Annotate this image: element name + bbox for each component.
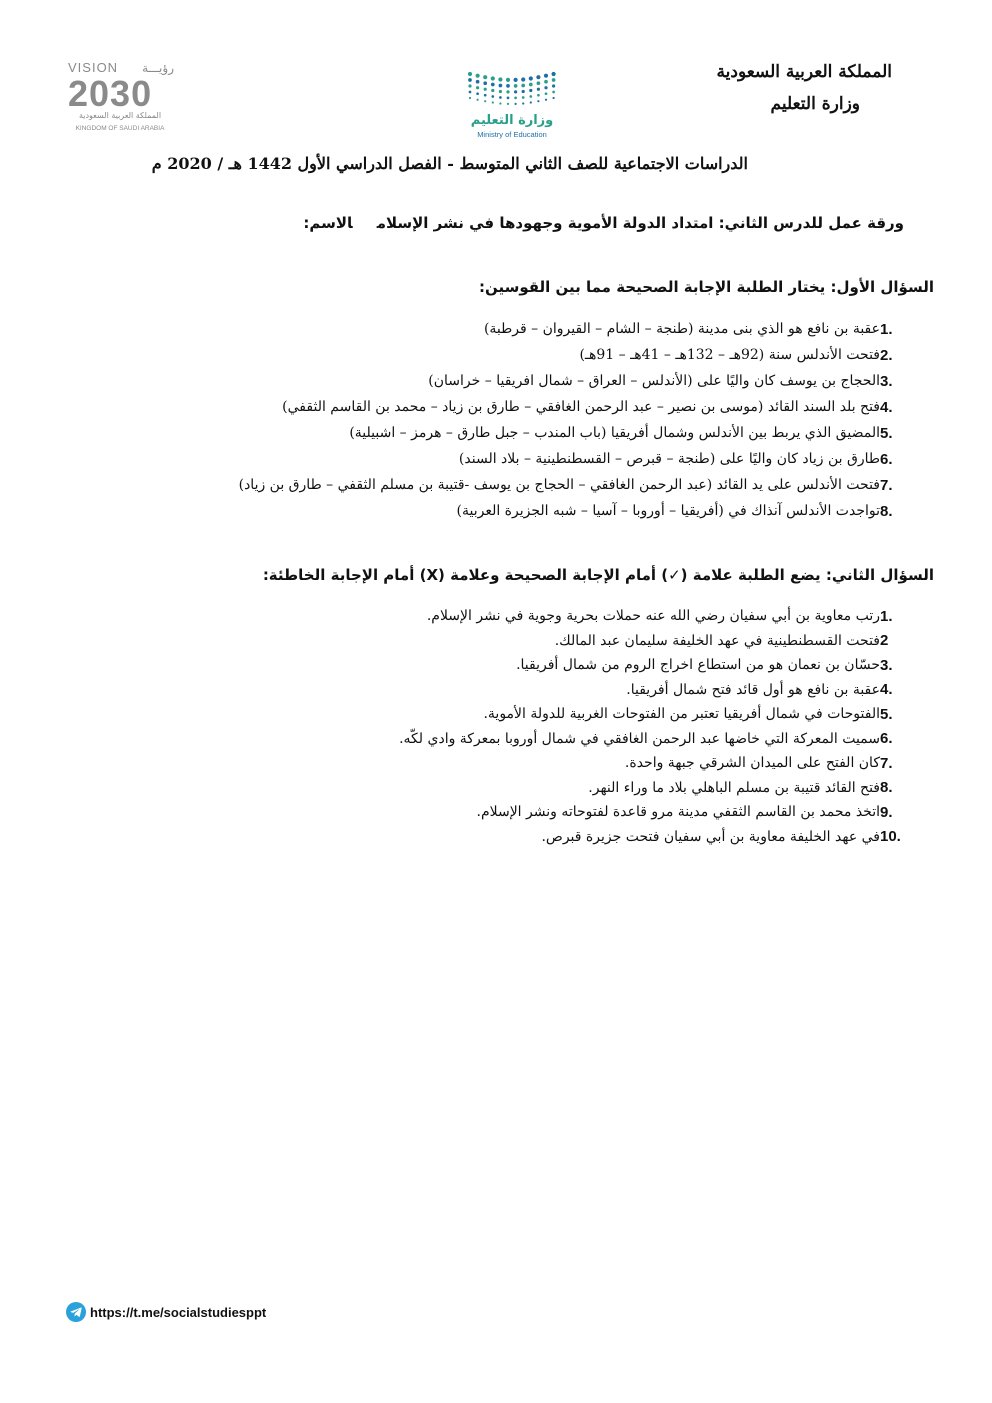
moe-logo-dot xyxy=(521,77,525,81)
question-2-item xyxy=(399,629,926,654)
item-number: 3. xyxy=(880,372,893,390)
moe-logo-dot xyxy=(507,97,510,100)
item-text: تواجدت الأندلس آنذاك في (أفريقيا – أوروبا – آسيا – شبه الجزيرة العربية) xyxy=(456,503,880,519)
item-number: 3. xyxy=(880,656,893,674)
moe-logo-dot xyxy=(522,102,524,104)
item-number: 7. xyxy=(880,476,893,494)
moe-logo-dot xyxy=(515,103,517,105)
item-text: رتب معاوية بن أبي سفيان رضي الله عنه حملات بحرية وجوية في نشر الإسلام. xyxy=(426,608,880,625)
kingdom-name: المملكة العربية السعودية xyxy=(716,62,892,82)
moe-logo-dot xyxy=(492,101,494,103)
moe-logo-dot xyxy=(469,97,471,99)
item-text: في عهد الخليفة معاوية بن أبي سفيان فتحت جزيرة قبرص. xyxy=(541,828,880,845)
moe-logo-dot xyxy=(521,84,525,88)
vision-kingdom-english: KINGDOM OF SAUDI ARABIA xyxy=(75,125,165,132)
vision-year: 2030 xyxy=(68,73,153,114)
moe-logo-dot xyxy=(468,78,472,82)
moe-logo-dot xyxy=(514,90,517,93)
item-number: 6. xyxy=(880,730,893,748)
moe-logo-dot xyxy=(468,84,471,87)
item-text: فتح بلد السند القائد (موسى بن نصير – عبد الرحمن الغافقي – طارق بن زياد – محمد بن القاسم الثقفي) xyxy=(282,399,880,415)
question-2-item xyxy=(399,800,926,825)
question-1-item xyxy=(239,342,926,368)
question-1-item xyxy=(239,368,926,394)
moe-logo-dot xyxy=(506,78,510,82)
moe-logo-dot xyxy=(529,95,532,98)
item-number: 2. xyxy=(880,346,893,364)
moe-logo-dot xyxy=(484,94,487,97)
question-1-item xyxy=(239,498,926,524)
question-2-title: السؤال الثاني: يضع الطلبة علامة (✓) أمام الإجابة الصحيحة وعلامة (X) أمام الإجابة الخاطئة: xyxy=(262,566,934,584)
item-number: 8. xyxy=(880,779,893,797)
worksheet-heading xyxy=(303,214,904,232)
item-number: 6. xyxy=(880,450,893,468)
item-number: 7. xyxy=(880,754,893,772)
moe-logo-dot xyxy=(514,84,518,88)
page-title: الدراسات الاجتماعية للصف الثاني المتوسط - الفصل الدراسي الأول 1442 هـ / 2020 م xyxy=(151,154,748,173)
question-1-item xyxy=(239,316,926,342)
item-text: فتح القائد قتيبة بن مسلم الباهلي بلاد ما وراء النهر. xyxy=(588,779,880,796)
moe-logo-dot xyxy=(491,95,494,98)
item-text: الحجاج بن يوسف كان واليًا على (الأندلس – العراق – شمال افريقيا – خراسان) xyxy=(428,373,880,389)
question-2-item xyxy=(399,776,926,801)
moe-logo-dot xyxy=(491,89,494,92)
ministry-of-education-logo xyxy=(460,68,564,142)
moe-logo-dot xyxy=(544,74,548,78)
moe-logo-dot xyxy=(499,84,503,88)
moe-logo-dot xyxy=(514,97,517,100)
item-text: المضيق الذي يربط بين الأندلس وشمال أفريقيا (باب المندب – جبل طارق – هرمز – اشبيلية) xyxy=(349,425,880,441)
moe-logo-dot xyxy=(537,88,540,91)
moe-logo-dot xyxy=(537,81,541,85)
moe-logo-dot xyxy=(469,91,472,94)
vision-word: VISION xyxy=(68,60,119,75)
moe-logo-dot xyxy=(552,91,555,94)
question-2-item xyxy=(399,678,926,703)
moe-logo-dot xyxy=(529,76,533,80)
question-1-item xyxy=(239,472,926,498)
moe-logo-dot xyxy=(476,80,480,84)
item-text: فتحت الأندلس على يد القائد (عبد الرحمن الغافقي – الحجاج بن يوسف -قتيبة بن مسلم الثقفي – طارق بن زياد) xyxy=(238,477,880,493)
moe-logo-dot xyxy=(499,96,502,99)
vision-2030-logo xyxy=(66,58,178,136)
question-1-item xyxy=(239,446,926,472)
question-2-item xyxy=(399,727,926,752)
moe-logo-dot xyxy=(544,86,547,89)
item-text: اتخذ محمد بن القاسم الثقفي مدينة مرو قاعدة لفتوحاته ونشر الإسلام. xyxy=(476,804,880,821)
item-number: 1. xyxy=(880,607,893,625)
moe-logo-dot xyxy=(498,77,502,81)
item-number: 10. xyxy=(880,828,901,846)
moe-logo-dot xyxy=(506,90,509,93)
moe-logo-dot xyxy=(545,99,547,101)
item-number: 4. xyxy=(880,681,893,699)
moe-logo-dot xyxy=(552,78,556,82)
item-text: طارق بن زياد كان واليًا على (طنجة – قبرص – القسطنطينية – بلاد السند) xyxy=(458,451,880,467)
question-1-item xyxy=(239,394,926,420)
moe-logo-dot xyxy=(476,74,480,78)
moe-logo-dot xyxy=(491,76,495,80)
question-1-item xyxy=(239,420,926,446)
question-2-item xyxy=(399,604,926,629)
footer-link-text[interactable]: https://t.me/socialstudiesppt xyxy=(90,1304,267,1320)
item-text: عقبة بن نافع هو أول قائد فتح شمال أفريقيا. xyxy=(626,681,880,698)
question-1-title: السؤال الأول: يختار الطلبة الإجابة الصحيحة مما بين القوسين: xyxy=(478,278,934,296)
moe-logo-dot xyxy=(477,99,479,101)
moe-logo-dot xyxy=(506,84,510,88)
telegram-icon xyxy=(66,1302,86,1322)
moe-logo-dot xyxy=(536,75,540,79)
moe-logo-dot xyxy=(514,78,518,82)
ministry-name: وزارة التعليم xyxy=(770,94,860,114)
moe-logo-dot xyxy=(537,100,539,102)
moe-logo-dot xyxy=(552,84,555,87)
item-text: فتحت القسطنطينية في عهد الخليفة سليمان عبد المالك. xyxy=(554,632,880,649)
moe-logo-dot xyxy=(553,97,555,99)
moe-logo-dot xyxy=(483,81,487,85)
moe-logo-dot xyxy=(484,100,486,102)
vision-kingdom-arabic: المملكة العربية السعودية xyxy=(78,111,162,120)
question-2-item xyxy=(399,825,926,850)
moe-logo-dot xyxy=(530,101,532,103)
moe-logo-dot xyxy=(507,103,509,105)
question-2-item xyxy=(399,751,926,776)
moe-logo-dot xyxy=(484,88,487,91)
item-text: حسّان بن نعمان هو من استطاع اخراج الروم من شمال أفريقيا. xyxy=(516,657,880,674)
item-text: عقبة بن نافع هو الذي بنى مدينة (طنجة – الشام – القيروان – قرطبة) xyxy=(483,321,880,337)
moe-logo-dot xyxy=(545,92,548,95)
item-number: 9. xyxy=(880,803,893,821)
question-2-item xyxy=(399,653,926,678)
item-number: 2 xyxy=(880,632,889,650)
item-text: فتحت الأندلس سنة (92هـ – 132هـ – 41هـ – 91هـ) xyxy=(579,347,880,363)
moe-logo-dot xyxy=(499,90,502,93)
moe-logo-dot xyxy=(499,102,501,104)
vision-arabic: رؤيـــة xyxy=(142,61,174,75)
item-number: 4. xyxy=(880,398,893,416)
item-text: الفتوحات في شمال أفريقيا تعتبر من الفتوحات الغربية للدولة الأموية. xyxy=(483,706,880,723)
item-number: 1. xyxy=(880,320,893,338)
moe-logo-dot xyxy=(476,92,479,95)
moe-logo-dot xyxy=(476,86,479,89)
question-1-list xyxy=(239,316,926,524)
moe-logo-english: Ministry of Education xyxy=(477,130,547,139)
moe-logo-dot xyxy=(529,83,533,87)
moe-logo-arabic: وزارة التعليم xyxy=(470,113,554,128)
item-text: كان الفتح على الميدان الشرقي جبهة واحدة. xyxy=(624,755,880,772)
name-label: الاسم: xyxy=(303,214,353,232)
moe-logo-dot xyxy=(522,96,525,99)
moe-logo-dot xyxy=(491,83,495,87)
moe-logo-dot xyxy=(537,94,540,97)
item-number: 8. xyxy=(880,502,893,520)
moe-logo-dot xyxy=(529,89,532,92)
item-text: سميت المعركة التي خاضها عبد الرحمن الغافقي في شمال أوروبا بمعركة وادي لكّه. xyxy=(399,730,880,747)
moe-logo-dot xyxy=(522,90,525,93)
worksheet-title: ورقة عمل للدرس الثاني: امتداد الدولة الأموية وجهودها في نشر الإسلام xyxy=(376,214,904,232)
moe-logo-dot xyxy=(552,72,556,76)
moe-logo-dot xyxy=(544,80,548,84)
item-number: 5. xyxy=(880,705,893,723)
question-2-list xyxy=(399,604,926,849)
footer-telegram-link[interactable] xyxy=(66,1302,266,1322)
question-2-item xyxy=(399,702,926,727)
moe-logo-dot xyxy=(468,72,472,76)
item-number: 5. xyxy=(880,424,893,442)
moe-logo-dot xyxy=(483,75,487,79)
